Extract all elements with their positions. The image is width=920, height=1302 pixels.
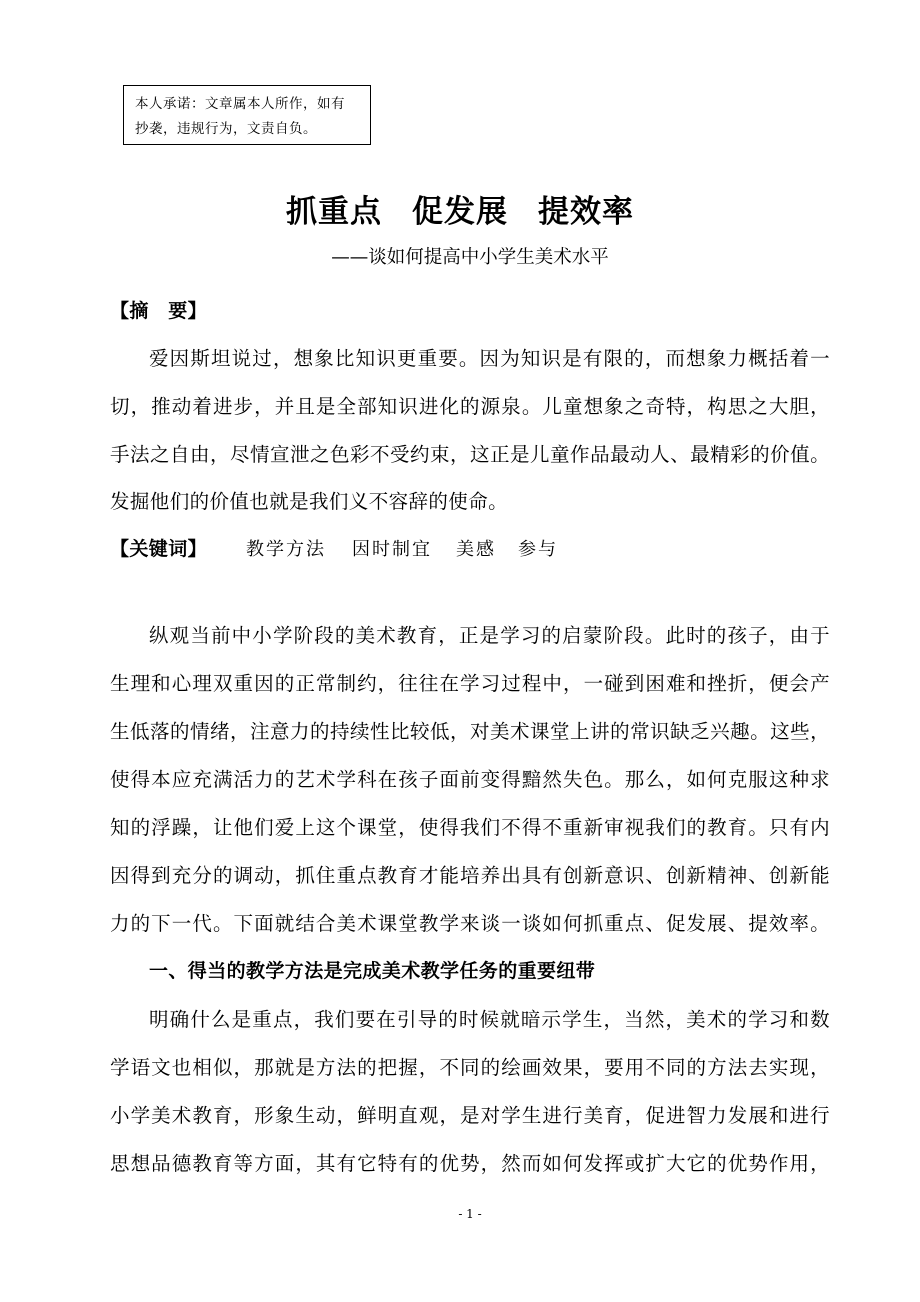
abstract-line: 切，推动着进步，并且是全部知识进化的源泉。儿童想象之奇特，构思之大胆，	[110, 395, 830, 418]
abstract-line: 爱因斯坦说过，想象比知识更重要。因为知识是有限的，而想象力概括着一	[149, 347, 830, 370]
page-number: - 1 -	[458, 1207, 482, 1221]
keyword: 美感	[456, 539, 496, 560]
section-1-heading: 一、得当的教学方法是完成美术教学任务的重要纽带	[149, 960, 596, 982]
pledge-line: 本人承诺：文章属本人所作，如有	[135, 96, 345, 112]
abstract-line: 发掘他们的价值也就是我们义不容辞的使命。	[110, 490, 509, 513]
title-part: 抓重点	[286, 194, 382, 230]
title-part: 提效率	[538, 194, 634, 230]
document-subtitle: ——谈如何提高中小学生美术水平	[331, 247, 609, 268]
section-1-line: 学语文也相似，那就是方法的把握，不同的绘画效果，要用不同的方法去实现，	[110, 1056, 830, 1079]
section-1-line: 明确什么是重点，我们要在引导的时候就暗示学生，当然，美术的学习和数	[149, 1008, 830, 1031]
intro-line: 力的下一代。下面就结合美术课堂教学来谈一谈如何抓重点、促发展、提效率。	[110, 912, 830, 935]
author-pledge-box	[123, 85, 371, 145]
intro-line: 纵观当前中小学阶段的美术教育，正是学习的启蒙阶段。此时的孩子，由于	[149, 624, 830, 647]
pledge-line: 抄袭，违规行为，文责自负。	[135, 121, 317, 137]
keyword: 因时制宜	[352, 539, 432, 560]
document-title	[0, 186, 920, 231]
section-1-line: 思想品德教育等方面，其有它特有的优势，然而如何发挥或扩大它的优势作用，	[110, 1152, 830, 1175]
keywords-label: 【关键词】	[110, 538, 208, 560]
intro-line: 生理和心理双重因的正常制约，往往在学习过程中，一碰到困难和挫折，便会产	[110, 672, 830, 695]
intro-line: 生低落的情绪，注意力的持续性比较低，对美术课堂上讲的常识缺乏兴趣。这些，	[110, 720, 830, 743]
abstract-line: 手法之自由，尽情宣泄之色彩不受约束，这正是儿童作品最动人、最精彩的价值。	[110, 443, 830, 466]
abstract-heading: 【摘 要】	[110, 300, 208, 322]
keyword: 教学方法	[246, 539, 326, 560]
intro-line: 因得到充分的调动，抓住重点教育才能培养出具有创新意识、创新精神、创新能	[110, 864, 830, 887]
title-part: 促发展	[412, 194, 508, 230]
intro-line: 使得本应充满活力的艺术学科在孩子面前变得黯然失色。那么，如何克服这种求	[110, 768, 830, 791]
section-1-line: 小学美术教育，形象生动，鲜明直观，是对学生进行美育，促进智力发展和进行	[110, 1104, 830, 1127]
keyword: 参与	[518, 539, 558, 560]
intro-line: 知的浮躁，让他们爱上这个课堂，使得我们不得不重新审视我们的教育。只有内	[110, 816, 830, 839]
